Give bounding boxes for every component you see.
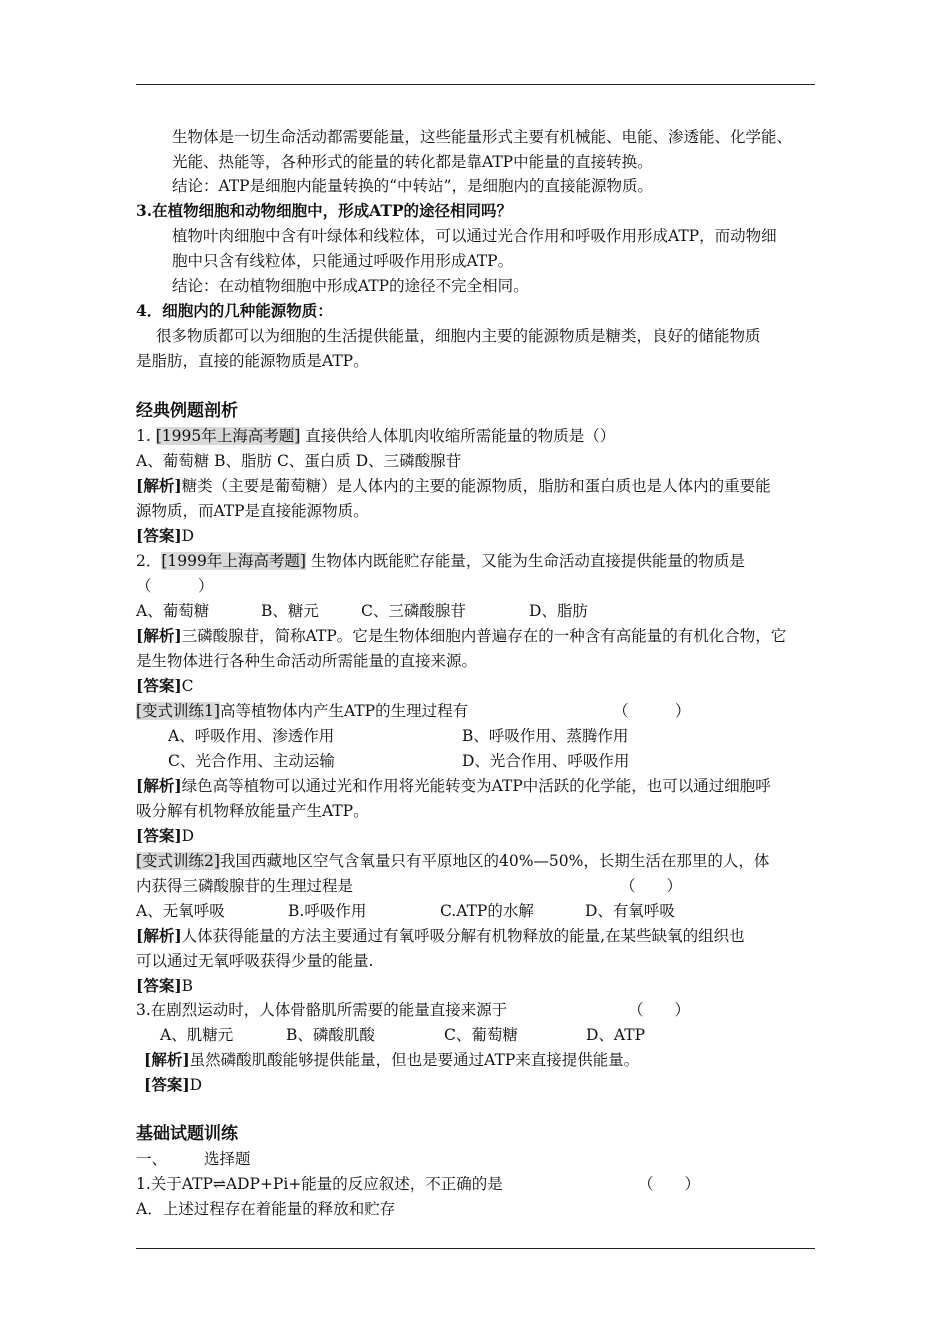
analysis-text: 糖类（主要是葡萄糖）是人体内的主要的能源物质，脂肪和蛋白质也是人体内的重要能 (181, 477, 771, 495)
analysis-tag: [解析] (136, 926, 182, 945)
paragraph-line: 光能、热能等，各种形式的能量的转化都是靠ATP中能量的直接转换。 (172, 153, 653, 171)
options-line (136, 601, 588, 621)
analysis-line: 可以通过无氧呼吸获得少量的能量. (136, 952, 374, 970)
analysis-text: 绿色高等植物可以通过光和作用将光能转变为ATP中活跃的化学能，也可以通过细胞呼 (181, 777, 771, 795)
analysis-line (136, 626, 786, 646)
option-c: C、葡萄糖 (444, 1026, 518, 1044)
conclusion-line: 结论：ATP是细胞内能量转换的“中转站”，是细胞内的直接能源物质。 (172, 177, 653, 195)
answer-parenthesis: （ ） (613, 702, 691, 720)
question-stem: 直接供给人体肌肉收缩所需能量的物质是（） (305, 427, 616, 445)
option-a: A、呼吸作用、渗透作用 (168, 727, 335, 745)
example-question (136, 426, 615, 446)
answer-line (136, 976, 193, 996)
analysis-line (136, 776, 771, 796)
option-b: B、糖元 (261, 602, 319, 620)
analysis-line (136, 926, 745, 946)
analysis-line (136, 476, 771, 496)
answer-line (136, 676, 194, 696)
analysis-text: 人体获得能量的方法主要通过有氧呼吸分解有机物释放的能量,在某些缺氧的组织也 (181, 927, 745, 945)
source-tag: [1995年上海高考题] (155, 427, 301, 445)
option-b: B、呼吸作用、蒸腾作用 (462, 727, 629, 745)
variant-question (136, 701, 468, 721)
answer-tag: [答案] (136, 826, 182, 845)
option-d: D、有氧呼吸 (585, 902, 675, 920)
option-a: A．上述过程存在着能量的释放和贮存 (136, 1200, 396, 1218)
answer-tag: [答案] (144, 1075, 190, 1094)
question-stem: 1.关于ATP⇌ADP+Pi+能量的反应叙述，不正确的是 (136, 1175, 503, 1193)
paragraph-line: 胞中只含有线粒体，只能通过呼吸作用形成ATP。 (172, 252, 514, 270)
answer-parenthesis: （ ） (638, 1175, 701, 1193)
answer-parenthesis: （ ） (136, 577, 214, 595)
example-question (136, 551, 745, 571)
question-stem: 生物体内既能贮存能量，又能为生命活动直接提供能量的物质是 (310, 552, 745, 570)
paragraph-line: 植物叶肉细胞中含有叶绿体和线粒体，可以通过光合作用和呼吸作用形成ATP，而动物细 (172, 227, 777, 245)
analysis-line: 吸分解有机物释放能量产生ATP。 (136, 802, 369, 820)
source-tag: [变式训练2] (136, 852, 220, 870)
source-tag: [1999年上海高考题] (161, 552, 306, 570)
section-heading: 经典例题剖析 (136, 401, 238, 421)
question-heading: 3.在植物细胞和动物细胞中，形成ATP的途径相同吗？ (136, 201, 513, 220)
option-d: D、光合作用、呼吸作用 (462, 752, 630, 770)
example-question: 3.在剧烈运动时，人体骨骼肌所需要的能量直接来源于 (136, 1001, 508, 1019)
section-heading: 基础试题训练 (136, 1124, 238, 1144)
paragraph-line: 很多物质都可以为细胞的生活提供能量，细胞内主要的能源物质是糖类，良好的储能物质 (156, 327, 761, 345)
answer-line (136, 526, 194, 546)
answer-value: B (181, 977, 194, 995)
answer-value: D (181, 827, 195, 845)
option-a: A、无氧呼吸 (136, 902, 225, 920)
answer-line (136, 826, 194, 846)
option-a: A、肌糖元 (160, 1026, 234, 1044)
question-stem: 高等植物体内产生ATP的生理过程有 (219, 702, 469, 720)
answer-tag: [答案] (136, 676, 182, 695)
footer-rule (136, 1248, 815, 1249)
paragraph-line: 是脂肪，直接的能源物质是ATP。 (136, 352, 369, 370)
option-b: B、磷酸肌酸 (286, 1026, 375, 1044)
options-line: A、葡萄糖 B、脂肪 C、蛋白质 D、三磷酸腺苷 (136, 452, 462, 470)
conclusion-line: 结论：在动植物细胞中形成ATP的途径不完全相同。 (172, 277, 529, 295)
option-d: D、脂肪 (529, 602, 588, 620)
question-heading: 4．细胞内的几种能源物质： (136, 301, 333, 320)
analysis-tag: [解析] (144, 1050, 190, 1069)
analysis-text: 三磷酸腺苷，简称ATP。它是生物体细胞内普遍存在的一种含有高能量的有机化合物，它 (181, 627, 787, 645)
answer-tag: [答案] (136, 526, 182, 545)
option-b: B.呼吸作用 (288, 902, 367, 920)
question-number: 2． (136, 552, 162, 570)
question-number: 1. (136, 427, 151, 445)
analysis-line (144, 1050, 639, 1070)
answer-value: D (189, 1076, 203, 1094)
question-stem-continued: 内获得三磷酸腺苷的生理过程是 (136, 877, 354, 895)
answer-parenthesis: （ ） (628, 1001, 691, 1019)
header-rule (136, 84, 815, 85)
answer-tag: [答案] (136, 976, 182, 995)
option-c: C、三磷酸腺苷 (361, 602, 466, 620)
options-line (136, 901, 675, 921)
answer-value: D (181, 527, 195, 545)
analysis-line: 源物质，而ATP是直接能源物质。 (136, 502, 369, 520)
variant-question (136, 851, 769, 871)
analysis-tag: [解析] (136, 776, 182, 795)
answer-value: C (181, 677, 194, 695)
analysis-line: 是生物体进行各种生命活动所需能量的直接来源。 (136, 652, 478, 670)
source-tag: [变式训练1] (136, 702, 220, 720)
analysis-tag: [解析] (136, 626, 182, 645)
subsection-title: 选择题 (204, 1150, 251, 1168)
paragraph-line: 生物体是一切生命活动都需要能量，这些能量形式主要有机械能、电能、渗透能、化学能、 (172, 128, 793, 146)
option-c: C.ATP的水解 (440, 902, 534, 920)
subsection-number: 一、 (136, 1150, 168, 1168)
option-d: D、ATP (586, 1026, 646, 1044)
analysis-tag: [解析] (136, 476, 182, 495)
analysis-text: 虽然磷酸肌酸能够提供能量，但也是要通过ATP来直接提供能量。 (189, 1051, 640, 1069)
option-c: C、光合作用、主动运输 (168, 752, 335, 770)
option-a: A、葡萄糖 (136, 602, 210, 620)
question-stem: 我国西藏地区空气含氧量只有平原地区的40%—50%，长期生活在那里的人，体 (219, 852, 770, 870)
answer-parenthesis: （ ） (620, 877, 683, 895)
options-line (160, 1025, 645, 1045)
answer-line (144, 1075, 202, 1095)
